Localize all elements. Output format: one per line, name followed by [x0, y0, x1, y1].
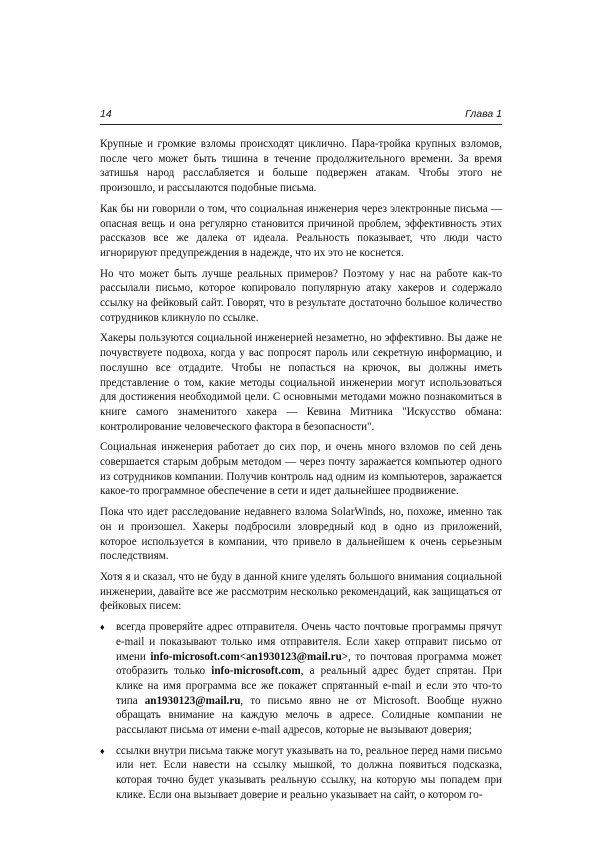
list-item [100, 620, 502, 738]
paragraph: Пока что идет расследование недавнего взлома SolarWinds, но, похоже, именно так он и произошел. Хакеры подбросили зловредный код в одно из приложений, которое используется в компании, что привело в дальнейшем к очень серьезным последствиям. [100, 506, 502, 563]
bullet-text: , а реальный адрес будет спрятан. При клике на имя программа все же покажет спрятанный e-mail и если это что-то типа [116, 665, 502, 707]
page-number: 14 [100, 108, 112, 120]
book-page [100, 108, 502, 809]
paragraph: Хотя я и сказал, что не буду в данной книге уделять большого внимания социальной инженерии, давайте все же рассмотрим несколько рекомендаций, как защищаться от фейковых писем: [100, 570, 502, 613]
body-text [100, 137, 502, 803]
list-item [100, 744, 502, 803]
paragraph: Но что может быть лучше реальных примеров? Поэтому у нас на работе как-то рассылали письмо, которое копировало популярную атаку хакеров и содержало ссылку на фейковый сайт. Говорят, что в результате достаточно большое количество сотрудников кликнуло по ссылке. [100, 267, 502, 324]
display-name-example: info-microsoft.com [211, 665, 301, 678]
chapter-title: Глава 1 [465, 108, 502, 120]
bullet-text: всегда проверяйте адрес отправителя. Очень часто почтовые программы прячут e-mail и показывают только имя отправителя. Если хакер отправит письмо от имени [116, 621, 502, 663]
email-example: info-microsoft.com<an1930123@mail.ru> [150, 650, 349, 663]
bullet-text: ссылки внутри письма также могут указывать на то, реальное перед нами письмо или нет. Если навести на ссылку мышкой, то должна появиться подсказка, которая точно будет указывать реальную ссылку, на которую мы попадем при клике. Если она вызывает доверие и реально указывает на сайт, о котором го- [116, 744, 502, 801]
running-head [100, 108, 502, 125]
paragraph: Социальная инженерия работает до сих пор, и очень много взломов по сей день совершается старым добрым методом — через почту заражается компьютер одного из сотрудников компании. Получив контроль над одним из компьютеров, заражается какое-то программное обеспечение в сети и идет дальнейшее продвижение. [100, 441, 502, 498]
diamond-bullet-icon: ♦ [100, 745, 105, 756]
recommendation-list [100, 620, 502, 802]
paragraph: Как бы ни говорили о том, что социальная инженерия через электронные письма — опасная вещь и она регулярно становится причиной проблем, эффективность этих рассказов все же далека от идеала. Реальность показывает, что люди часто игнорируют предупреждения в надежде, что их это не коснется. [100, 202, 502, 259]
paragraph: Хакеры пользуются социальной инженерией незаметно, но эффективно. Вы даже не почувствуете подвоха, когда у вас попросят пароль или секретную информацию, и послушно все отдадите. Чтобы не попасться на крючок, вы должны иметь представление о том, какие методы социальной инженерии могут использоваться для достижения необходимой цели. С основными методами можно познакомиться в книге самого знаменитого хакера — Кевина Митника "Искусство обмана: контролирование человеческого фактора в безопасности". [100, 332, 502, 433]
paragraph: Крупные и громкие взломы происходят циклично. Пара-тройка крупных взломов, после чего может быть тишина в течение продолжительного времени. За время затишья народ расслабляется и больше подвержен атакам. Чтобы этого не произошло, и рассылаются подобные письма. [100, 138, 502, 195]
bullet-text: , то письмо явно не от Microsoft. Вообще нужно обращать внимание на каждую мелочь в адресе. Солидные компании не рассылают письма от имени e-mail адресов, которые не вызывают доверия; [116, 694, 503, 737]
bullet-text: , то почтовая программа может отобразить только [116, 650, 502, 678]
hidden-email-example: an1930123@mail.ru [144, 694, 241, 707]
diamond-bullet-icon: ♦ [100, 622, 105, 633]
